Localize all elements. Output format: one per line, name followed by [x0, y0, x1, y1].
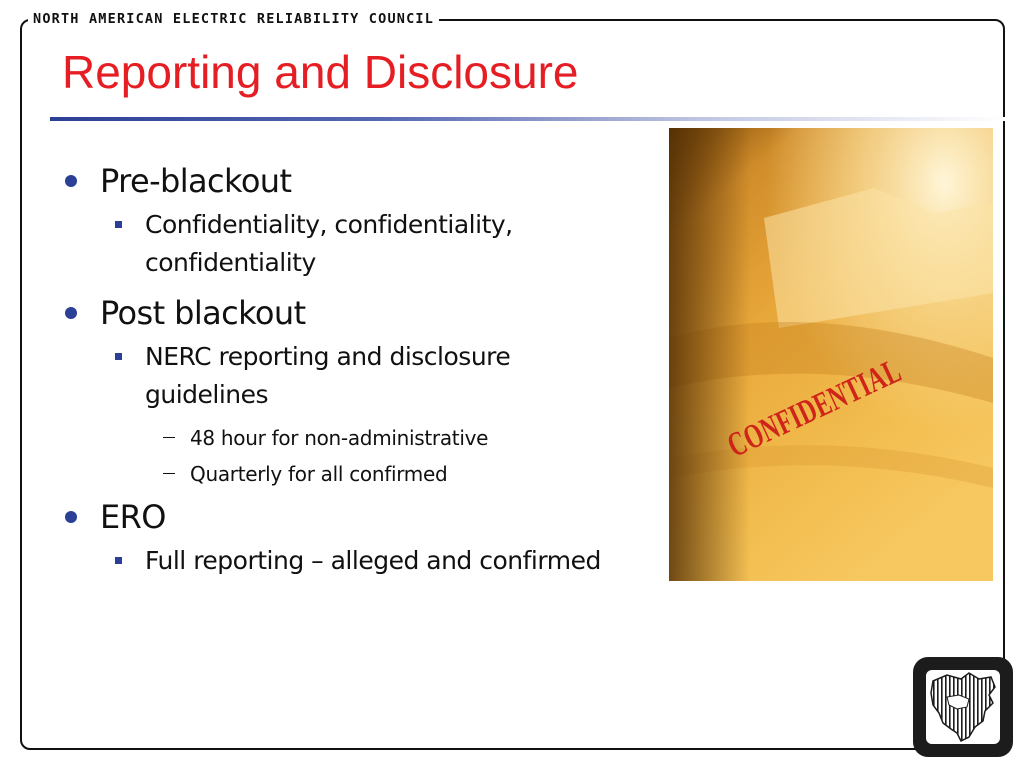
sub-sub-bullet-quarterly [60, 458, 620, 490]
circle-bullet-icon [65, 307, 77, 319]
sub-sub-bullet-text: 48 hour for non-administrative [190, 426, 489, 450]
bullet-list [60, 158, 620, 588]
sub-bullet-nerc-guidelines [60, 338, 620, 414]
nerc-logo-icon [913, 657, 1013, 757]
sub-bullet-text: Full reporting – alleged and confirmed [145, 546, 601, 575]
dash-bullet-icon [163, 437, 175, 438]
bullet-text: Pre-blackout [100, 162, 292, 200]
square-bullet-icon [115, 221, 122, 228]
circle-bullet-icon [65, 175, 77, 187]
square-bullet-icon [115, 557, 122, 564]
square-bullet-icon [115, 353, 122, 360]
dash-bullet-icon [163, 473, 175, 474]
circle-bullet-icon [65, 511, 77, 523]
bullet-pre-blackout [60, 158, 620, 204]
sub-bullet-full-reporting [60, 542, 620, 580]
sub-bullet-text: NERC reporting and disclosure guidelines [145, 342, 511, 409]
sub-sub-bullet-text: Quarterly for all confirmed [190, 462, 448, 486]
sub-bullet-confidentiality [60, 206, 620, 282]
confidential-folder-photo [669, 128, 993, 581]
slide-title: Reporting and Disclosure [62, 46, 579, 98]
stamp-text: CONFIDENTIAL [722, 352, 908, 465]
bullet-post-blackout [60, 290, 620, 336]
north-america-map-icon [913, 657, 1013, 757]
bullet-ero [60, 494, 620, 540]
title-divider [50, 117, 1005, 121]
sub-sub-bullet-48-hour [60, 422, 620, 454]
organization-header: NORTH AMERICAN ELECTRIC RELIABILITY COUNCIL [28, 10, 439, 28]
sub-bullet-text: Confidentiality, confidentiality, confidentiality [145, 210, 513, 277]
bullet-text: Post blackout [100, 294, 306, 332]
bullet-text: ERO [100, 498, 166, 536]
